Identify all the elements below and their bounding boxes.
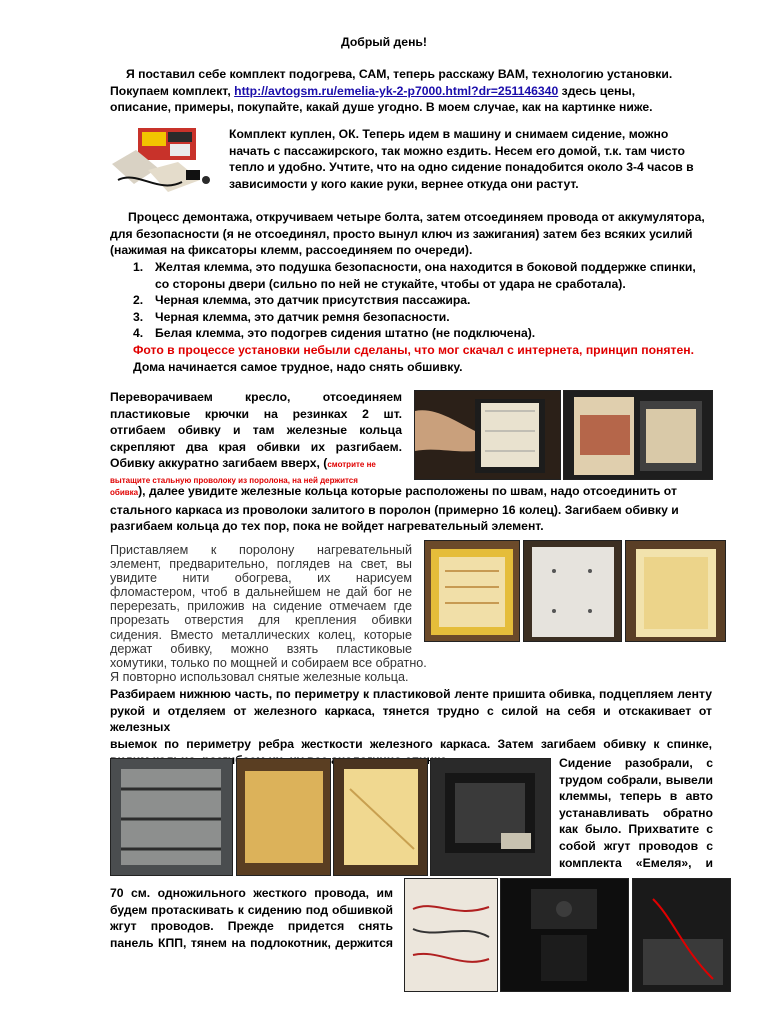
bottom-line: разгибаем спинке.: [202, 753, 451, 768]
gear-panel-photo: [500, 878, 629, 992]
foam-line: элемент, предварительно, поглядев на свет, вы: [110, 557, 412, 572]
foam-assembled-photo: [625, 540, 726, 642]
intro-text: здесь цены,: [558, 83, 636, 98]
list-number: 4.: [133, 326, 144, 341]
seat-back-photo: [414, 390, 561, 480]
frame-photo-4: [430, 758, 551, 876]
dismantle-paragraph: [110, 209, 712, 259]
list-number: 1.: [133, 260, 144, 274]
dismantle-line: (нажимая на фиксаторы клемм, рассоединяем по очереди).: [110, 243, 473, 258]
flip-text: ), далее увидите железные кольца которые расположены по швам, надо отсоединить от: [138, 484, 677, 498]
kit-line: начать с пассажирского, так можно ездить. Несем его домой, т.к. там чисто: [229, 143, 685, 158]
foam-line: Приставляем к поролону нагревательный: [110, 543, 412, 557]
frame-photo-1: [110, 758, 233, 876]
warning-note: Фото в процессе установки небыли сделаны, что мог скачал с интернета, принцип понятен.: [133, 342, 694, 357]
kit-line: тепло и удобно. Учтите, что на одно сидение понадобится около 3-4 часов в: [229, 160, 694, 175]
foam-line: перерезать, приложив на сидение отмечаем где: [110, 599, 412, 614]
hard-part-note: Дома начинается самое трудное, надо снять обшивку.: [133, 359, 463, 374]
frame-photo-2: [236, 758, 331, 876]
flip-line: разгибаем кольца до тех пор, пока не войдет нагревательный элемент.: [110, 519, 544, 534]
list-item: [133, 276, 713, 293]
list-text: Черная клемма, это датчик ремня безопасности.: [155, 309, 450, 324]
intro-line: [110, 83, 710, 100]
wire-warning-note: смотрите не: [327, 460, 376, 470]
foam-line: увидите нити обогрева, их нарисуем: [110, 571, 412, 586]
intro-line: описание, примеры, покупайте, какай душе угодно. В моем случае, как на картинке ниже.: [110, 100, 653, 115]
wire-paragraph: [110, 885, 393, 951]
list-number: 2.: [133, 293, 144, 308]
assembled-line: собой жгут проводов с: [559, 838, 713, 853]
intro-paragraph: [110, 66, 710, 116]
dismantle-line: Процесс демонтажа, откручиваем четыре болта, затем отсоединяем провода от аккумулятора,: [128, 210, 705, 224]
foam-line: хомутики, только по мощней и собираем все обратно.: [110, 655, 427, 670]
bottom-line: рукой и отделяем от железного каркаса, тянется трудно с силой на себя и отскакивает от железных: [110, 703, 712, 735]
list-item: [133, 259, 713, 276]
assembled-line: устанавливать обратно: [559, 805, 713, 820]
assembled-line: клеммы, теперь в авто: [559, 789, 713, 804]
wire-line: будем протаскивать к сидению под обшивкой: [110, 902, 393, 917]
wire-line: панель КПП, тянем на подлокотник, держится: [110, 935, 393, 950]
kit-product-photo: [108, 124, 218, 198]
foam-line: Я повторно использовал снятые железные кольца.: [110, 669, 409, 684]
flip-paragraph: [110, 389, 402, 488]
kit-line: Комплект куплен, ОК. Теперь идем в машину и снимаем сидение, можно: [229, 127, 669, 141]
terminal-list: [133, 259, 713, 375]
flip-text: Обивку аккуратно загибаем вверх, (: [110, 456, 328, 471]
list-text: Желтая клемма, это подушка безопасности, она находится в боковой поддержке спинки,: [155, 260, 696, 274]
wire-line: жгут проводов. Прежде придется снять: [110, 919, 393, 934]
wire-line: 70 см. одножильного жесткого провода, им: [110, 886, 393, 900]
intro-line: Я поставил себе комплект подогрева, САМ, теперь расскажу ВАМ, технологию установки.: [126, 67, 673, 81]
foam-line: сидения. Вместо металлических колец, которые: [110, 627, 412, 642]
flip-line: [110, 483, 714, 502]
list-item: [133, 325, 713, 342]
foam-heater-photo: [424, 540, 520, 642]
foam-line: держат обивку, можно взять пластиковые: [110, 641, 412, 656]
kit-paragraph: [229, 126, 699, 192]
list-text: Белая клемма, это подогрев сидения штатно (не подключена).: [155, 326, 536, 341]
page-title: Добрый день!: [341, 35, 427, 49]
flip-line: Переворачиваем кресло, отсоединяем: [110, 390, 402, 404]
dismantle-line: для безопасности (я не отсоединял, просто вынул ключ из зажигания) затем без всяких усилий: [110, 226, 693, 241]
flip-line: скрепляют два края обивки их разгибаем.: [110, 439, 402, 454]
flip-line: [110, 455, 402, 474]
kit-line: зависимости у кого какие руки, вернее откуда они растут.: [229, 176, 579, 191]
list-item: [133, 309, 713, 326]
wire-warning-note: вытащите стальную проволоку из поролона, на ней держится: [110, 475, 358, 485]
list-text: Черная клемма, это датчик присутствия пассажира.: [155, 293, 471, 308]
flip-continuation: [110, 483, 714, 535]
list-item: [133, 292, 713, 309]
wire-warning-note: обивка: [110, 488, 139, 497]
assembled-line: комплекта «Емеля», и: [559, 855, 713, 870]
assembled-line: трудом собрали, вывели: [559, 772, 713, 787]
bottom-line: Разбираем нижнюю часть, по периметру к пластиковой ленте пришита обивка, подцепляем ленту: [110, 687, 712, 701]
assembled-paragraph: [559, 755, 713, 871]
shop-link[interactable]: http://avtogsm.ru/emelia-yk-2-p7000.html?dr=251146340: [234, 83, 559, 98]
wire-harness-photo: [404, 878, 498, 992]
seat-cushion-photo: [563, 390, 713, 480]
foam-line: фломастером, чтоб в дальнейшем не дай бог не: [110, 585, 412, 600]
flip-line: пластиковые крючки на резинках 2 шт.: [110, 406, 402, 421]
intro-text: Покупаем комплект,: [110, 83, 235, 98]
floor-wiring-photo: [632, 878, 731, 992]
assembled-line: как было. Прихватите с: [559, 822, 713, 837]
list-number: 3.: [133, 309, 144, 324]
foam-paragraph: [110, 543, 427, 684]
flip-line: стального каркаса из проволоки залитого в поролон (примерно 16 колец). Загибаем обивку и: [110, 502, 679, 517]
foam-line: прорезать отверстия для крепления обивки: [110, 613, 412, 628]
foam-marked-photo: [523, 540, 622, 642]
assembled-line: Сидение разобрали, с: [559, 756, 713, 770]
frame-photo-3: [333, 758, 428, 876]
flip-line: отгибаем обивку и там железные кольца: [110, 423, 402, 438]
list-text: со стороны двери (сильно по ней не стукайте, чтобы от удара не сработала).: [155, 276, 626, 291]
bottom-line: выемок по периметру ребра жесткости железного каркаса. Затем загибаем обивку к спинке,: [110, 736, 712, 751]
